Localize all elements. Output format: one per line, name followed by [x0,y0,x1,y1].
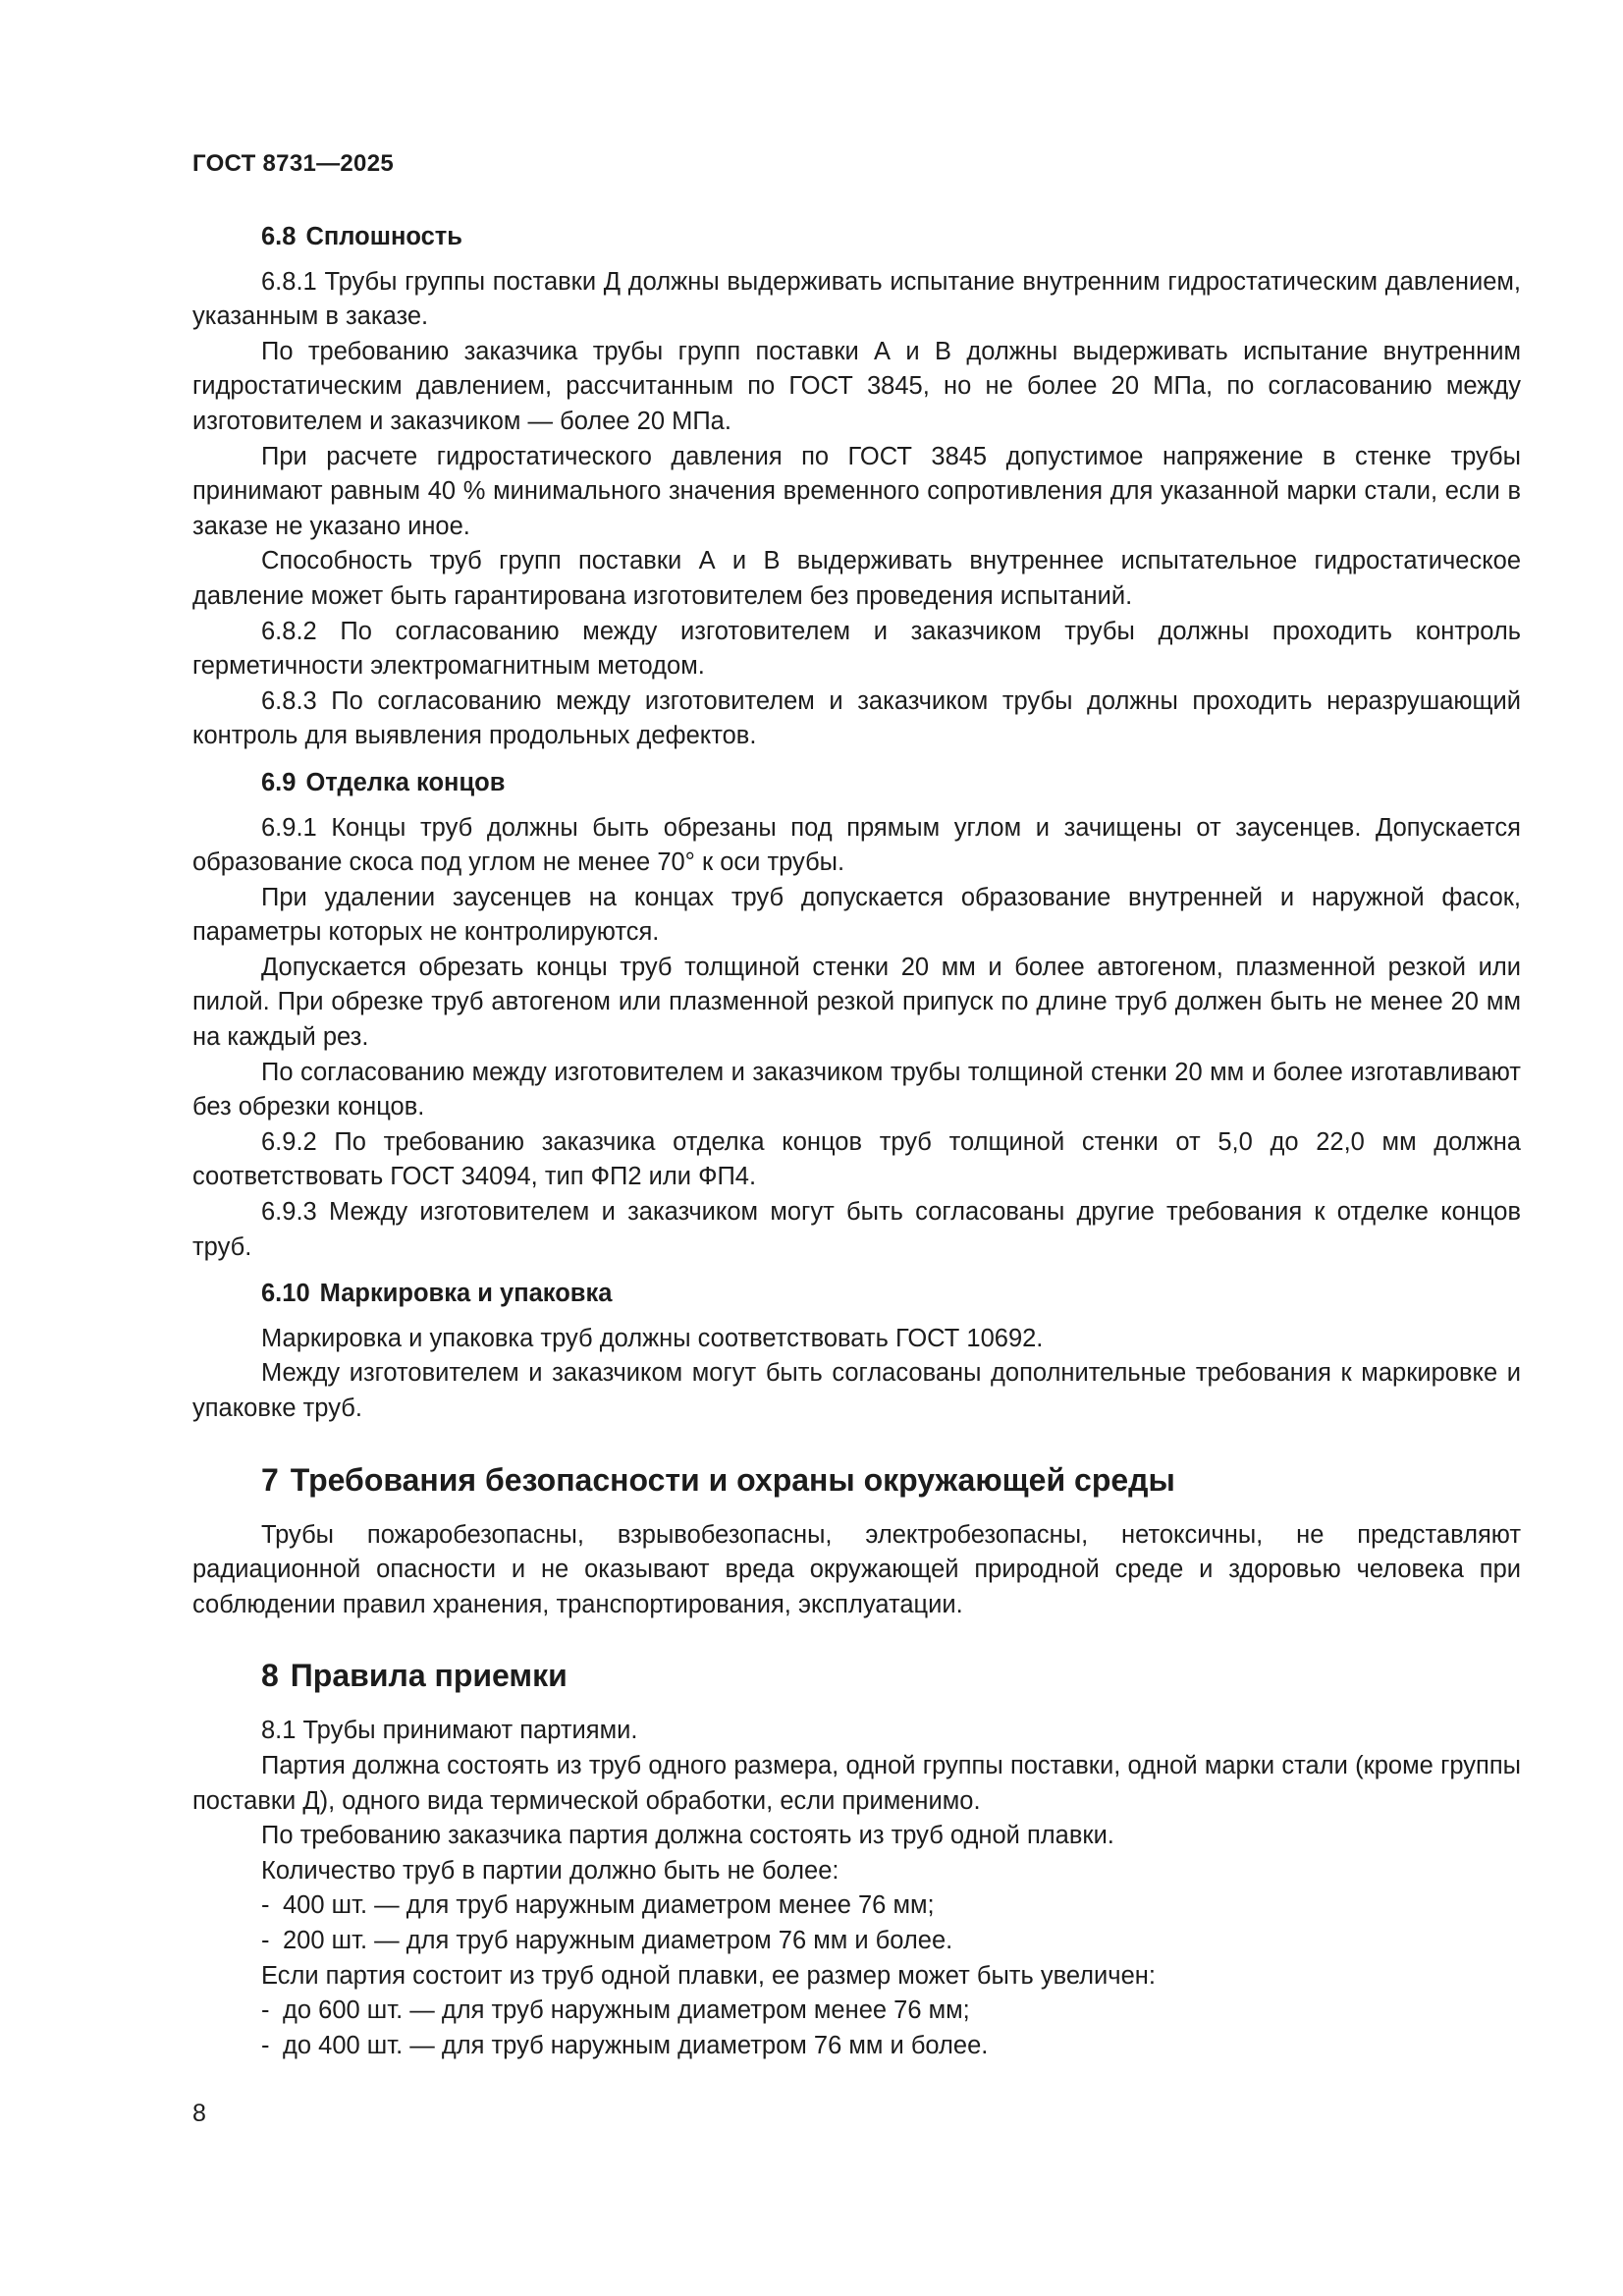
paragraph: 6.8.3 По согласованию между изготовителем и заказчиком трубы должны проходить неразрушающий контроль для выявления продольных дефектов. [192,686,1521,750]
paragraph: 6.9.2 По требованию заказчика отделка концов труб толщиной стенки от 5,0 до 22,0 мм должна соответствовать ГОСТ 34094, тип ФП2 или ФП4. [192,1127,1521,1191]
paragraph: По требованию заказчика трубы групп поставки А и В должны выдерживать испытание внутренним гидростатическим давлением, рассчитанным по ГОСТ 3845, но не более 20 МПа, по согласованию между изготовителем и заказчиком — более 20 МПа. [192,337,1521,435]
paragraph: 8.1 Трубы принимают партиями. [261,1717,638,1745]
list-item: - до 600 шт. — для труб наружным диаметром менее 76 мм; [261,1996,970,2025]
paragraph: По требованию заказчика партия должна состоять из труб одной плавки. [261,1822,1114,1850]
paragraph: 6.9.1 Концы труб должны быть обрезаны под прямым углом и зачищены от заусенцев. Допускается образование скоса под углом не менее 70° к оси трубы. [192,813,1521,877]
paragraph: Маркировка и упаковка труб должны соответствовать ГОСТ 10692. [261,1324,1044,1352]
paragraph: Трубы пожаробезопасны, взрывобезопасны, электробезопасны, нетоксичны, не представляют радиационной опасности и не оказывают вреда окружающей природной среде и здоровью человека при соблюдении правил хранения, транспортирования, эксплуатации. [192,1520,1521,1618]
paragraph: Допускается обрезать концы труб толщиной стенки 20 мм и более автогеном, плазменной резкой или пилой. При обрезке труб автогеном или плазменной резкой припуск по длине труб должен быть не менее 20 мм на каждый рез. [192,953,1521,1052]
section-heading-8: 8 Правила приемки [261,1658,568,1694]
list-item: - до 400 шт. — для труб наружным диаметром 76 мм и более. [261,2031,989,2059]
paragraph: При расчете гидростатического давления по ГОСТ 3845 допустимое напряжение в стенке трубы принимают равным 40 % минимального значения временного сопротивления для указанной марки стали, если в заказе не указано иное. [192,442,1521,540]
paragraph: 6.8.1 Трубы группы поставки Д должны выдерживать испытание внутренним гидростатическим давлением, указанным в заказе. [192,267,1521,331]
paragraph: 6.8.2 По согласованию между изготовителем и заказчиком трубы должны проходить контроль герметичности электромагнитным методом. [192,617,1521,681]
document-header: ГОСТ 8731—2025 [192,150,395,177]
paragraph: При удалении заусенцев на концах труб допускается образование внутренней и наружной фасок, параметры которых не контролируются. [192,883,1521,947]
subsection-heading-6-10: 6.10 Маркировка и упаковка [261,1280,613,1308]
section-heading-7: 7 Требования безопасности и охраны окружающей среды [261,1461,1175,1498]
paragraph: Количество труб в партии должно быть не более: [261,1856,839,1885]
list-item: - 200 шт. — для труб наружным диаметром 76 мм и более. [261,1926,953,1954]
paragraph: 6.9.3 Между изготовителем и заказчиком могут быть согласованы другие требования к отделке концов труб. [192,1198,1521,1261]
page-content [192,220,1521,2063]
list-item: - 400 шт. — для труб наружным диаметром менее 76 мм; [261,1891,935,1920]
paragraph: Если партия состоит из труб одной плавки, ее размер может быть увеличен: [261,1961,1156,1990]
paragraph: Партия должна состоять из труб одного размера, одной группы поставки, одной марки стали (кроме группы поставки Д), одного вида термической обработки, если применимо. [192,1751,1521,1815]
subsection-heading-6-8: 6.8 Сплошность [261,223,462,250]
page-number: 8 [192,2100,206,2127]
paragraph: По согласованию между изготовителем и заказчиком трубы толщиной стенки 20 мм и более изготавливают без обрезки концов. [192,1058,1521,1121]
paragraph: Способность труб групп поставки А и В выдерживать внутреннее испытательное гидростатическое давление может быть гарантирована изготовителем без проведения испытаний. [192,547,1521,610]
subsection-heading-6-9: 6.9 Отделка концов [261,768,506,796]
paragraph: Между изготовителем и заказчиком могут быть согласованы дополнительные требования к маркировке и упаковке труб. [192,1359,1521,1422]
